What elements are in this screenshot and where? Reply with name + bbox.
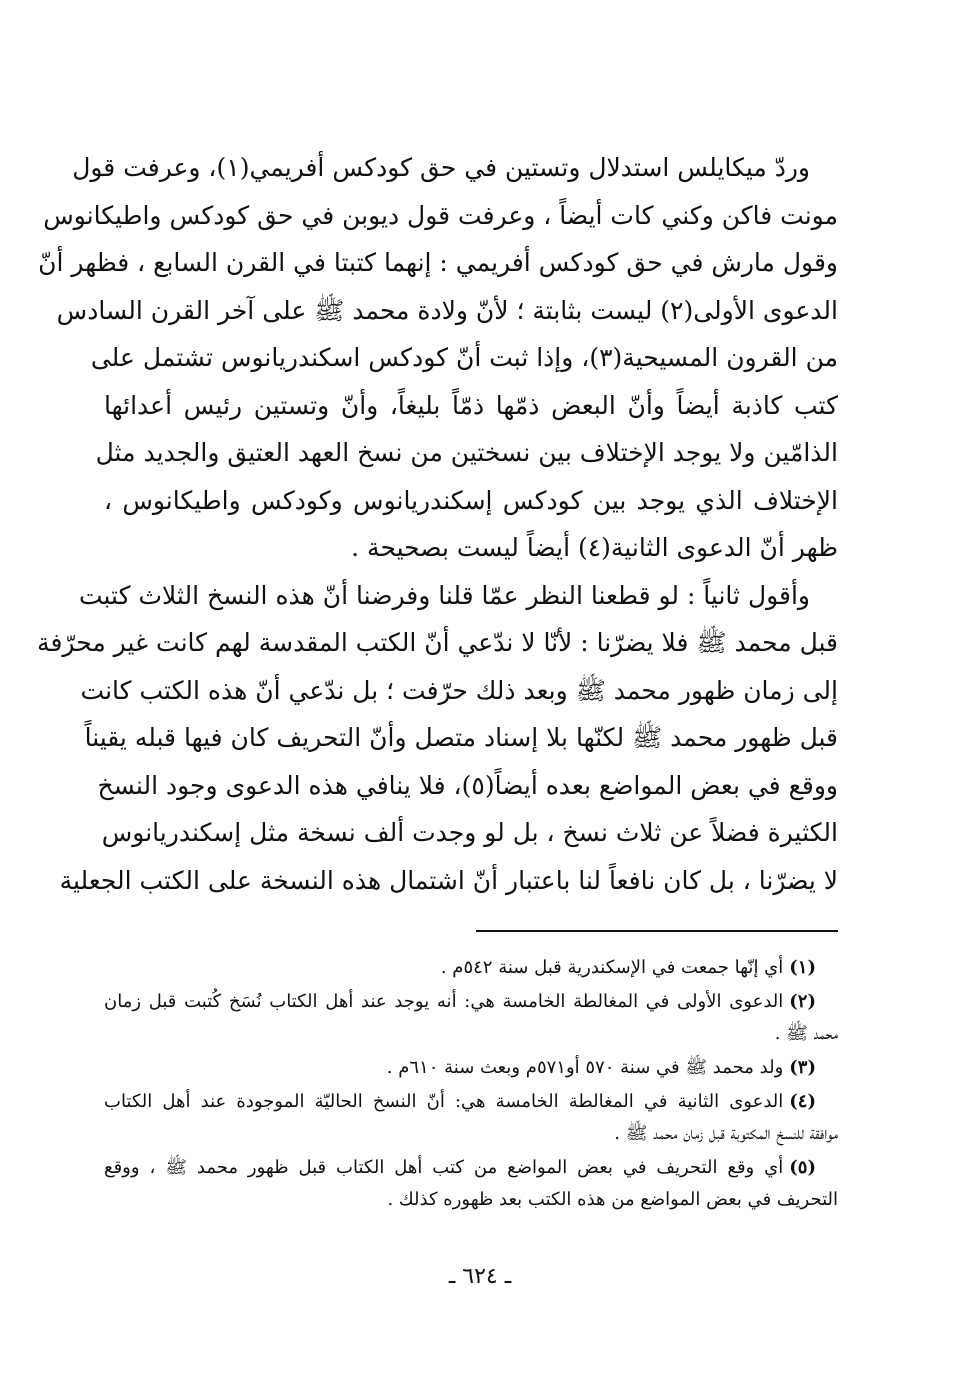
footnote-4 — [104, 1086, 838, 1150]
text-line: إلى زمان ظهور محمد ﷺ وبعد ذلك حرّفت ؛ بل ندّعي أنّ هذه الكتب كانت — [80, 675, 838, 705]
footnote-line — [104, 1152, 838, 1184]
text-line: من القرون المسيحية(٣)، وإذا ثبت أنّ كودكس اسكندريانوس تشتمل على — [90, 343, 838, 372]
text-line: وقول مارش في حق كودكس أفريمي : إنهما كتبتا في القرن السابع ، فظهر أنّ — [38, 248, 838, 277]
text-line: ظهر أنّ الدعوى الثانية(٤) أيضاً ليست بصحيحة . — [351, 533, 838, 562]
footnote-text: ولد محمد ﷺ في سنة ٥٧٠ أو٥٧١م وبعث سنة ٦١٠م . — [386, 1057, 784, 1078]
text-line: وأقول ثانياً : لو قطعنا النظر عمّا قلنا وفرضنا أنّ هذه النسخ الثلاث كتبت — [78, 580, 810, 610]
footnote-line — [104, 1052, 838, 1084]
footnote-line — [104, 1086, 838, 1118]
text-line: كتب كاذبة أيضاً وأنّ البعض ذمّها ذمّاً بليغاً، وأنّ وتستين رئيس أعدائها — [104, 390, 838, 420]
text-line: الذامّين ولا يوجد الإختلاف بين نسختين من نسخ العهد العتيق والجديد مثل — [95, 438, 838, 467]
footnote-2 — [104, 986, 838, 1050]
footnote-text: أي وقع التحريف في بعض المواضع من كتب أهل الكتاب قبل ظهور محمد ﷺ ، ووقع — [104, 1157, 784, 1178]
footnote-text: أي إنّها جمعت في الإسكندرية قبل سنة ٥٤٢م . — [440, 957, 784, 978]
footnote-5 — [104, 1152, 838, 1216]
footnote-line — [104, 952, 838, 984]
text-line: قبل محمد ﷺ فلا يضرّنا : لأنّا لا ندّعي أنّ الكتب المقدسة لهم كانت غير محرّفة — [37, 628, 838, 657]
footnote-line: محمد ﷺ . — [774, 1023, 838, 1044]
footnote-marker: (٣) — [789, 1057, 816, 1078]
footnote-marker: (٢) — [789, 991, 816, 1012]
page-number: ـ ٦٢٤ ـ — [448, 1264, 512, 1289]
footnote-separator — [476, 930, 838, 932]
footnote-line: التحريف في بعض المواضع من هذه الكتب بعد ظهوره كذلك . — [387, 1189, 838, 1210]
footnote-marker: (٤) — [789, 1091, 816, 1112]
footnotes — [104, 952, 838, 1218]
footnote-line: موافقة للنسخ المكتوبة قبل زمان محمد ﷺ . — [614, 1123, 838, 1144]
text-line: الإختلاف الذي يوجد بين كودكس إسكندريانوس وكودكس واطيكانوس ، — [104, 485, 838, 515]
text-line: مونت فاكن وكني كات أيضاً ، وعرفت قول ديوبن في حق كودكس واطيكانوس — [43, 200, 838, 230]
text-line: وردّ ميكايلس استدلال وتستين في حق كودكس أفريمي(١)، وعرفت قول — [72, 153, 810, 182]
footnote-3 — [104, 1052, 838, 1084]
text-line: قبل ظهور محمد ﷺ لكنّها بلا إسناد متصل وأنّ التحريف كان فيها قبله يقيناً — [84, 723, 838, 752]
footnote-marker: (١) — [789, 957, 816, 978]
footnote-marker: (٥) — [789, 1157, 816, 1178]
main-text — [37, 144, 838, 904]
footnote-1 — [104, 952, 838, 984]
text-line: الدعوى الأولى(٢) ليست بثابتة ؛ لأنّ ولادة محمد ﷺ على آخر القرن السادس — [56, 295, 838, 325]
footnote-line — [104, 986, 838, 1018]
text-line: لا يضرّنا ، بل كان نافعاً لنا باعتبار أنّ اشتمال هذه النسخة على الكتب الجعلية — [59, 865, 838, 895]
text-line: ووقع في بعض المواضع بعده أيضاً(٥)، فلا ينافي هذه الدعوى وجود النسخ — [97, 770, 838, 800]
text-line: الكثيرة فضلاً عن ثلاث نسخ ، بل لو وجدت ألف نسخة مثل إسكندريانوس — [101, 818, 838, 847]
footnote-text: الدعوى الثانية في المغالطة الخامسة هي: أنّ النسخ الحاليّة الموجودة عند أهل الكتاب — [104, 1091, 784, 1112]
footnote-text: الدعوى الأولى في المغالطة الخامسة هي: أنه يوجد عند أهل الكتاب نُسَخ كُتبت قبل زمان — [104, 991, 784, 1012]
